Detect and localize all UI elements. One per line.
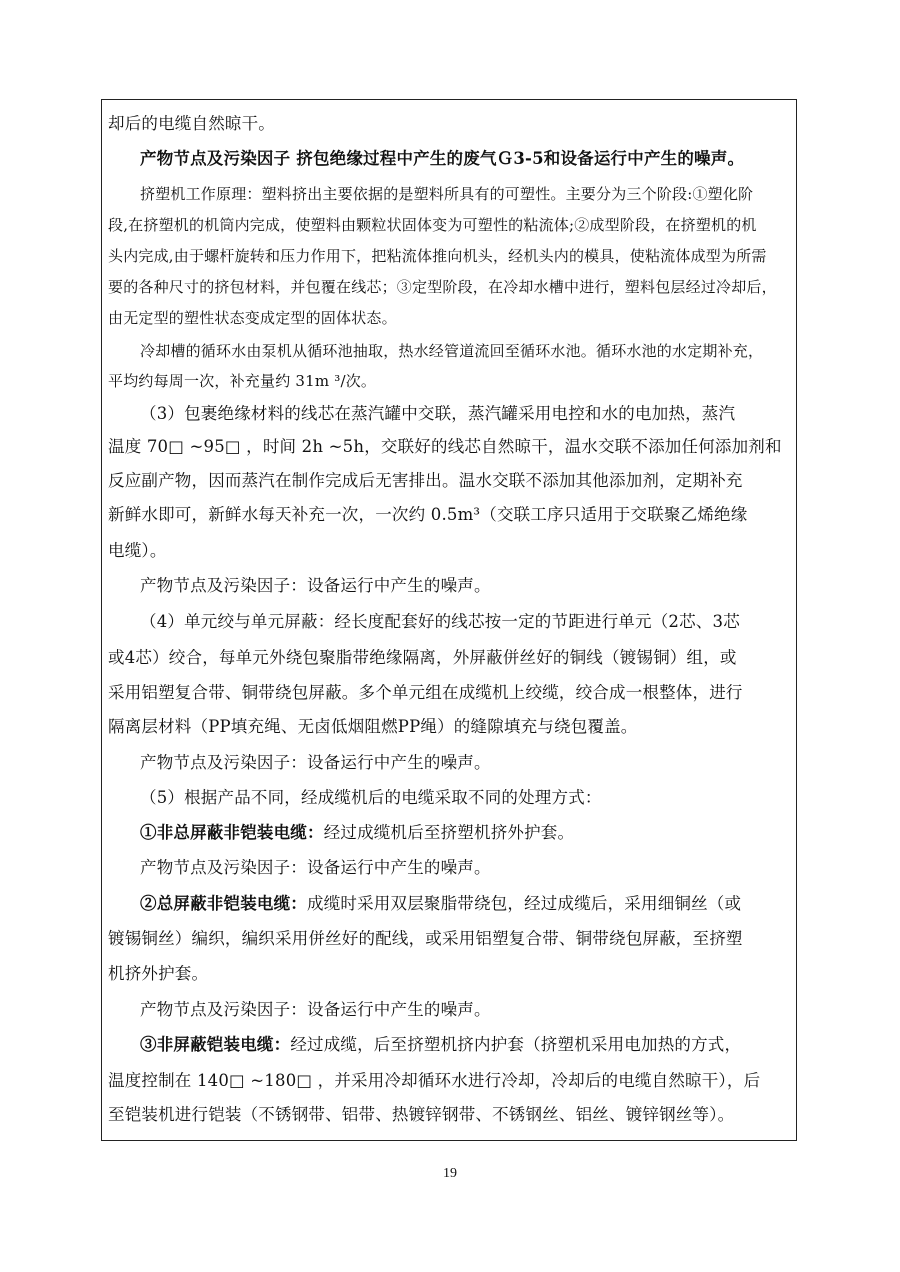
text-line: 机挤外护套。 xyxy=(108,964,209,983)
subheading-unshielded-armored: ③非屏蔽铠装电缆： xyxy=(140,1035,291,1054)
text-line: 冷却槽的循环水由泵机从循环池抽取，热水经管道流回至循环水池。循环水池的水定期补充， xyxy=(140,342,764,360)
text-line: 隔离层材料（PP填充绳、无卤低烟阻燃PP绳）的缝隙填充与绕包覆盖。 xyxy=(108,717,638,736)
text-line xyxy=(140,822,792,844)
text-line: 温度控制在 140□ ~180□ ，并采用冷却循环水进行冷却，冷却后的电缆自然晾干），后 xyxy=(108,1071,761,1090)
pollution-factor-heading: 产物节点及污染因子：设备运行中产生的噪声。 xyxy=(140,753,491,772)
pollution-factor-heading: 产物节点及污染因子：设备运行中产生的噪声。 xyxy=(140,576,491,595)
inline-text: 经过成缆机后至挤塑机挤外护套。 xyxy=(323,823,575,842)
pollution-factor-heading: 产物节点及污染因子：设备运行中产生的噪声。 xyxy=(140,1000,491,1019)
text-line: 平均约每周一次，补充量约 31m ³/次。 xyxy=(108,372,377,390)
text-line: 挤塑机工作原理：塑料挤出主要依据的是塑料所具有的可塑性。主要分为三个阶段:①塑化阶 xyxy=(140,185,754,203)
text-line: 头内完成,由于螺杆旋转和压力作用下，把粘流体推向机头，经机头内的模具，使粘流体成型为所需 xyxy=(108,247,767,265)
text-line: 电缆）。 xyxy=(108,541,167,560)
text-line: 采用铝塑复合带、铜带绕包屏蔽。多个单元组在成缆机上绞缆，绞合成一根整体，进行 xyxy=(108,683,743,702)
text-line: 却后的电缆自然晾干。 xyxy=(108,114,275,133)
text-line: 段,在挤塑机的机筒内完成，使塑料由颗粒状固体变为可塑性的粘流体;②成型阶段，在挤塑机的机 xyxy=(108,216,757,234)
inline-text: 成缆时采用双层聚脂带绕包，经过成缆后，采用细铜丝（或 xyxy=(307,894,742,913)
text-line: （3）包裹绝缘材料的线芯在蒸汽罐中交联，蒸汽罐采用电控和水的电加热，蒸汽 xyxy=(140,404,736,423)
text-line xyxy=(140,1034,792,1056)
text-line: 或4芯）绞合，每单元外绕包聚脂带绝缘隔离，外屏蔽併丝好的铜线（镀锡铜）组，或 xyxy=(108,648,737,667)
pollution-factor-heading: 产物节点及污染因子 挤包绝缘过程中产生的废气Ｇ3-5和设备运行中产生的噪声。 xyxy=(140,149,745,168)
text-line: 反应副产物，因而蒸汽在制作完成后无害排出。温水交联不添加其他添加剂，定期补充 xyxy=(108,471,743,490)
text-line: （4）单元绞与单元屏蔽：经长度配套好的线芯按一定的节距进行单元（2芯、3芯 xyxy=(140,612,740,631)
pollution-factor-heading: 产物节点及污染因子：设备运行中产生的噪声。 xyxy=(140,858,491,877)
text-line: 至铠装机进行铠装（不锈钢带、铝带、热镀锌钢带、不锈钢丝、铝丝、镀锌钢丝等）。 xyxy=(108,1105,735,1124)
text-line: 温度 70□ ~95□ ，时间 2h ~5h，交联好的线芯自然晾干，温水交联不添加任何添加剂和 xyxy=(108,437,782,456)
text-line: 要的各种尺寸的挤包材料，并包覆在线芯；③定型阶段，在冷却水槽中进行，塑料包层经过冷却后， xyxy=(108,278,777,296)
inline-text: 经过成缆，后至挤塑机挤内护套（挤塑机采用电加热的方式， xyxy=(290,1035,742,1054)
subheading-unshielded-unarmored: ①非总屏蔽非铠装电缆： xyxy=(140,823,324,842)
page-number: 19 xyxy=(443,1166,457,1181)
subheading-shielded-unarmored: ②总屏蔽非铠装电缆： xyxy=(140,894,307,913)
text-line: 镀锡铜丝）编织，编织采用併丝好的配线，或采用铝塑复合带、铜带绕包屏蔽，至挤塑 xyxy=(108,929,743,948)
text-line xyxy=(140,893,792,915)
text-line: （5）根据产品不同，经成缆机后的电缆采取不同的处理方式： xyxy=(140,788,602,807)
text-line: 由无定型的塑性状态变成定型的固体状态。 xyxy=(108,309,397,327)
text-line: 新鲜水即可，新鲜水每天补充一次，一次约 0.5m³（交联工序只适用于交联聚乙烯绝缘 xyxy=(108,505,748,524)
